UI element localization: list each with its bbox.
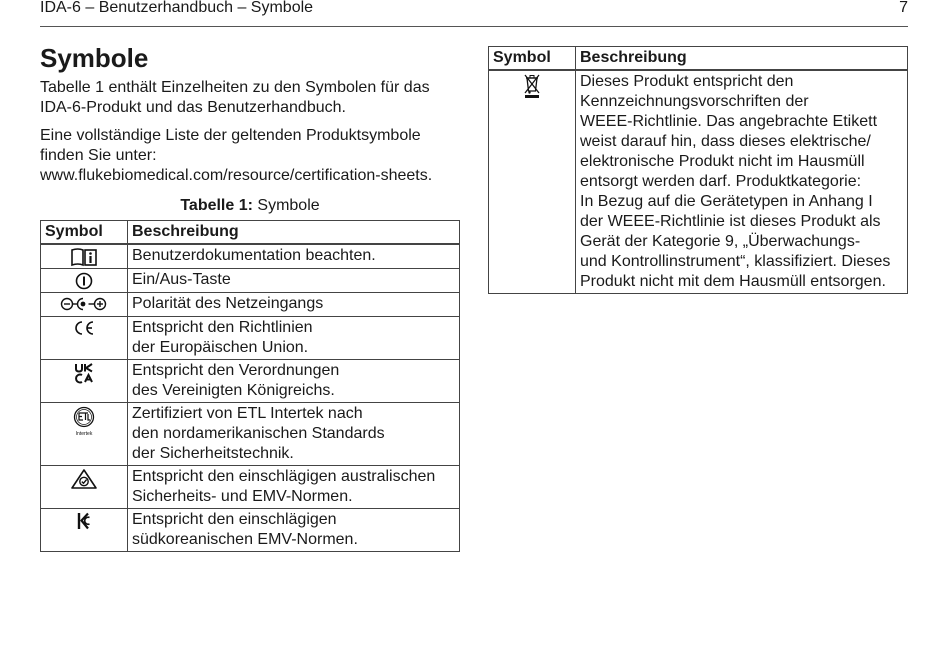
etl-intertek-icon	[70, 405, 98, 437]
symbol-cell	[41, 360, 128, 403]
description-cell: Entspricht den einschlägigen südkoreanischen EMV-Normen.	[128, 509, 460, 552]
table-row	[41, 244, 460, 269]
symbol-column-header: Symbol	[489, 47, 576, 71]
description-cell: Dieses Produkt entspricht den Kennzeichnungsvorschriften der WEEE-Richtlinie. Das angebrachte Etikett weist darauf hin, dass dieses elektrische/ elektronische Produkt nicht im Hausmüll entsorgt werden darf. Produktkategorie: In Bezug auf die Gerätetypen in Anhang I der WEEE-Richtlinie ist dieses Produkt als Gerät der Kategorie 9, „Überwachungs- und Kontrollinstrument“, klassifiziert. Dieses Produkt nicht mit dem Hausmüll entsorgen.	[576, 70, 908, 294]
user-documentation-icon	[70, 247, 98, 267]
symbol-cell	[41, 293, 128, 317]
description-cell: Benutzerdokumentation beachten.	[128, 244, 460, 269]
symbol-column-header: Symbol	[41, 221, 128, 245]
symbol-cell	[41, 317, 128, 360]
table-row	[41, 403, 460, 466]
kc-mark-icon	[76, 511, 92, 531]
svg-text:Intertek: Intertek	[75, 431, 93, 437]
table-row	[489, 70, 908, 294]
description-cell: Zertifiziert von ETL Intertek nach den nordamerikanischen Standards der Sicherheitstechnik.	[128, 403, 460, 466]
description-cell: Entspricht den Richtlinien der Europäischen Union.	[128, 317, 460, 360]
section-heading: Symbole	[40, 43, 149, 73]
left-column	[40, 44, 460, 552]
intro-paragraph: Tabelle 1 enthält Einzelheiten zu den Symbolen für das IDA-6-Produkt und das Benutzerhandbuch.	[40, 79, 430, 116]
symbols-table	[40, 220, 460, 552]
table-row	[41, 360, 460, 403]
ce-mark-icon	[72, 319, 96, 337]
link-paragraph: Eine vollständige Liste der geltenden Produktsymbole finden Sie unter: www.flukebiomedical.com/resource/certification-sheets.	[40, 127, 433, 184]
weee-crossed-bin-icon	[522, 73, 542, 99]
table-header-row	[41, 221, 460, 245]
description-cell: Entspricht den Verordnungen des Vereinigten Königreichs.	[128, 360, 460, 403]
polarity-icon	[60, 295, 108, 313]
description-column-header: Beschreibung	[576, 47, 908, 71]
symbols-table-continued	[488, 46, 908, 294]
power-button-icon	[74, 271, 94, 291]
caption-label: Tabelle 1:	[180, 197, 253, 214]
page-header	[40, 0, 908, 27]
table-row	[41, 509, 460, 552]
caption-text: Symbole	[252, 197, 320, 214]
description-cell: Entspricht den einschlägigen australischen Sicherheits- und EMV-Normen.	[128, 466, 460, 509]
right-column	[488, 46, 908, 294]
ukca-mark-icon	[74, 362, 94, 384]
table-caption	[40, 196, 460, 216]
symbol-cell	[41, 466, 128, 509]
table-row	[41, 317, 460, 360]
table-row	[41, 269, 460, 293]
table-header-row	[489, 47, 908, 71]
rcm-mark-icon	[70, 468, 98, 490]
symbol-cell	[41, 403, 128, 466]
header-title: IDA-6 – Benutzerhandbuch – Symbole	[40, 0, 314, 16]
description-cell: Ein/Aus-Taste	[128, 269, 460, 293]
table-row	[41, 293, 460, 317]
page-number: 7	[899, 0, 908, 16]
description-cell: Polarität des Netzeingangs	[128, 293, 460, 317]
description-column-header: Beschreibung	[128, 221, 460, 245]
symbol-cell	[41, 244, 128, 269]
symbol-cell	[41, 509, 128, 552]
table-row	[41, 466, 460, 509]
symbol-cell	[41, 269, 128, 293]
symbol-cell	[489, 70, 576, 294]
